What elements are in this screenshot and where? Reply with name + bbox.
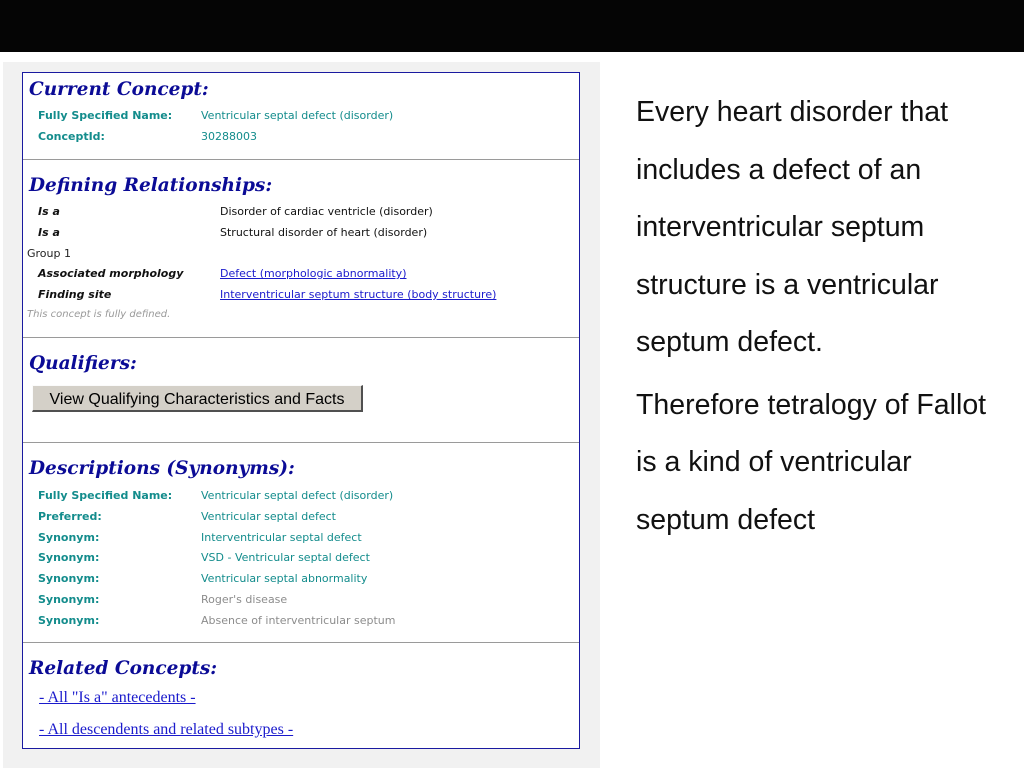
- associated-morphology-link[interactable]: Defect (morphologic abnormality): [220, 267, 407, 280]
- group-label: Group 1: [27, 247, 71, 260]
- description-value: Ventricular septal abnormality: [201, 572, 368, 585]
- related-concepts-heading: Related Concepts:: [29, 658, 218, 679]
- description-type-label: Synonym:: [38, 531, 100, 544]
- concept-id-label: ConceptId:: [38, 130, 105, 143]
- descriptions-heading: Descriptions (Synonyms):: [29, 458, 295, 479]
- description-value: Roger's disease: [201, 593, 288, 606]
- section-divider: [23, 442, 579, 443]
- description-type-label: Synonym:: [38, 572, 100, 585]
- section-divider: [23, 159, 579, 160]
- finding-site-link[interactable]: Interventricular septum structure (body structure): [220, 288, 497, 301]
- description-type-label: Synonym:: [38, 551, 100, 564]
- is-a-value: Disorder of cardiac ventricle (disorder): [220, 205, 433, 218]
- all-is-a-antecedents-link[interactable]: - All "Is a" antecedents -: [39, 689, 196, 706]
- description-type-label: Preferred:: [38, 510, 102, 523]
- description-value: VSD - Ventricular septal defect: [201, 551, 370, 564]
- description-type-label: Synonym:: [38, 614, 100, 627]
- section-divider: [23, 337, 579, 338]
- qualifiers-heading: Qualifiers:: [29, 353, 137, 374]
- description-type-label: Fully Specified Name:: [38, 489, 173, 502]
- is-a-label: Is a: [38, 205, 60, 218]
- associated-morphology-label: Associated morphology: [38, 267, 184, 280]
- description-value: Absence of interventricular septum: [201, 614, 396, 627]
- description-type-label: Synonym:: [38, 593, 100, 606]
- top-black-bar: [0, 0, 1024, 52]
- description-value: Ventricular septal defect: [201, 510, 336, 523]
- fully-defined-note: This concept is fully defined.: [27, 309, 171, 320]
- conclusion-paragraph: Therefore tetralogy of Fallot is a kind of ventricular septum defect: [636, 388, 987, 536]
- explanation-text: [636, 84, 1008, 549]
- concept-id-value: 30288003: [201, 130, 257, 143]
- concept-browser-box: [22, 72, 580, 749]
- view-qualifying-characteristics-button[interactable]: View Qualifying Characteristics and Facts: [32, 385, 363, 412]
- explanation-paragraph: Every heart disorder that includes a defect of an interventricular septum structure is a ventricular septum defect.: [636, 96, 949, 358]
- defining-relationships-heading: Defining Relationships:: [29, 175, 273, 196]
- finding-site-label: Finding site: [38, 288, 112, 301]
- fully-specified-name-label: Fully Specified Name:: [38, 109, 173, 122]
- fully-specified-name-value: Ventricular septal defect (disorder): [201, 109, 394, 122]
- all-descendents-link[interactable]: - All descendents and related subtypes -: [39, 721, 294, 738]
- description-value: Ventricular septal defect (disorder): [201, 489, 394, 502]
- section-divider: [23, 642, 579, 643]
- current-concept-heading: Current Concept:: [29, 79, 209, 100]
- is-a-value: Structural disorder of heart (disorder): [220, 226, 428, 239]
- description-value: Interventricular septal defect: [201, 531, 362, 544]
- is-a-label: Is a: [38, 226, 60, 239]
